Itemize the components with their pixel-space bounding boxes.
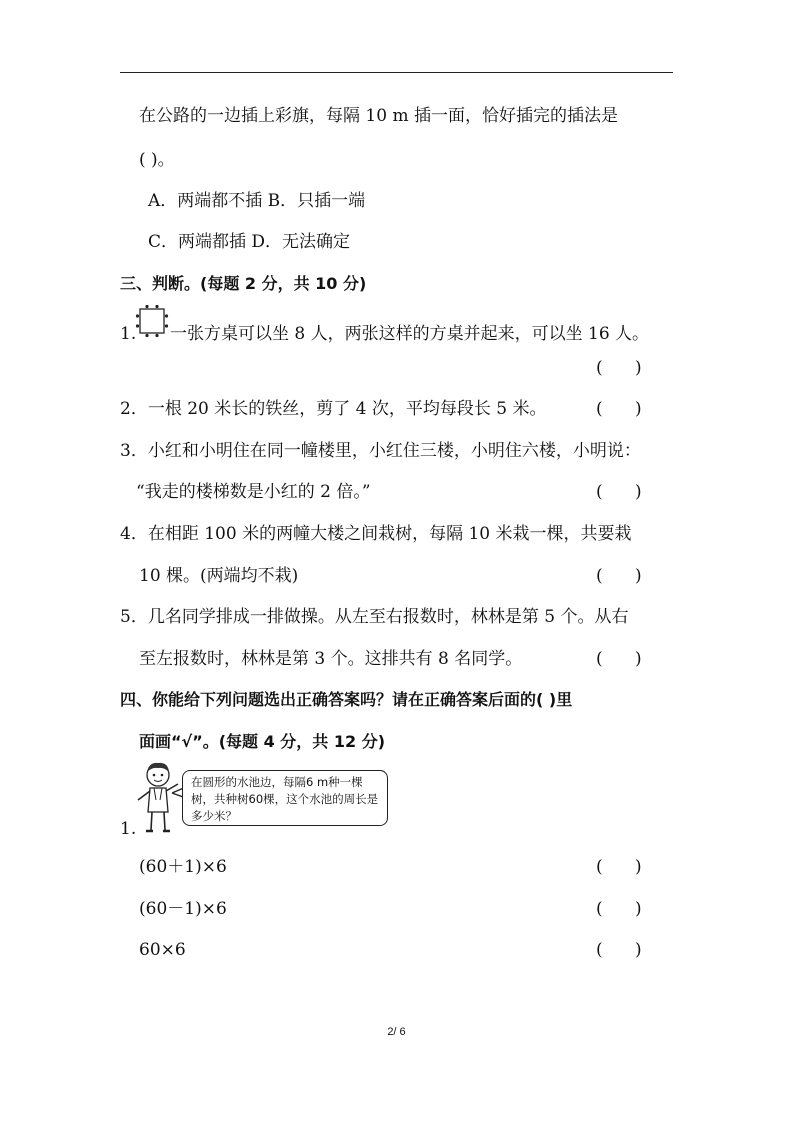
options-row-2: C．两端都插 D．无法确定 bbox=[148, 232, 351, 252]
square-table-icon bbox=[135, 304, 169, 338]
question-text: 10 棵。(两端均不栽) bbox=[139, 566, 299, 586]
question-text: “我走的楼梯数是小红的 2 倍。” bbox=[136, 482, 371, 502]
question-text: 5．几名同学排成一排做操。从左至右报数时，林林是第 5 个。从右 bbox=[120, 607, 629, 627]
question-text: 3．小红和小明住在同一幢楼里，小红住三楼，小明住六楼，小明说： bbox=[120, 441, 641, 461]
speech-bubble: 在圆形的水池边，每隔6 m种一棵树，共种树60棵，这个水池的周长是多少米？ bbox=[182, 770, 388, 826]
answer-paren: ( ) bbox=[596, 899, 642, 919]
page-number: 2/ 6 bbox=[387, 1026, 406, 1038]
header-rule bbox=[120, 72, 673, 73]
answer-paren: ( ) bbox=[596, 940, 642, 960]
answer-paren: ( ) bbox=[596, 566, 642, 586]
answer-paren: ( ) bbox=[596, 358, 642, 378]
answer-paren: ( ) bbox=[596, 857, 642, 877]
section-3-heading: 三、判断。(每题 2 分，共 10 分) bbox=[120, 274, 367, 293]
question-text: 一张方桌可以坐 8 人，两张这样的方桌并起来，可以坐 16 人。 bbox=[170, 324, 650, 344]
question-text: 4．在相距 100 米的两幢大楼之间栽树，每隔 10 米栽一棵，共要栽 bbox=[120, 524, 632, 544]
answer-paren: ( )。 bbox=[139, 150, 175, 170]
section-4-heading-cont: 面画“√”。(每题 4 分，共 12 分) bbox=[139, 732, 386, 751]
options-row-1: A．两端都不插 B．只插一端 bbox=[148, 191, 366, 211]
answer-paren: ( ) bbox=[596, 399, 642, 419]
question-number: 1. bbox=[120, 324, 137, 344]
option-b: (60－1)×6 bbox=[139, 899, 227, 919]
section-4-heading: 四、你能给下列问题选出正确答案吗？请在正确答案后面的( )里 bbox=[120, 690, 573, 709]
question-number: 1. bbox=[120, 819, 137, 839]
question-text: 至左报数时，林林是第 3 个。这排共有 8 名同学。 bbox=[139, 649, 523, 669]
answer-paren: ( ) bbox=[596, 482, 642, 502]
option-a: (60＋1)×6 bbox=[139, 857, 227, 877]
question-text: 在公路的一边插上彩旗，每隔 10 m 插一面，恰好插完的插法是 bbox=[139, 106, 618, 126]
option-c: 60×6 bbox=[139, 940, 186, 960]
question-text: 2．一根 20 米长的铁丝，剪了 4 次，平均每段长 5 米。 bbox=[120, 399, 547, 419]
answer-paren: ( ) bbox=[596, 649, 642, 669]
